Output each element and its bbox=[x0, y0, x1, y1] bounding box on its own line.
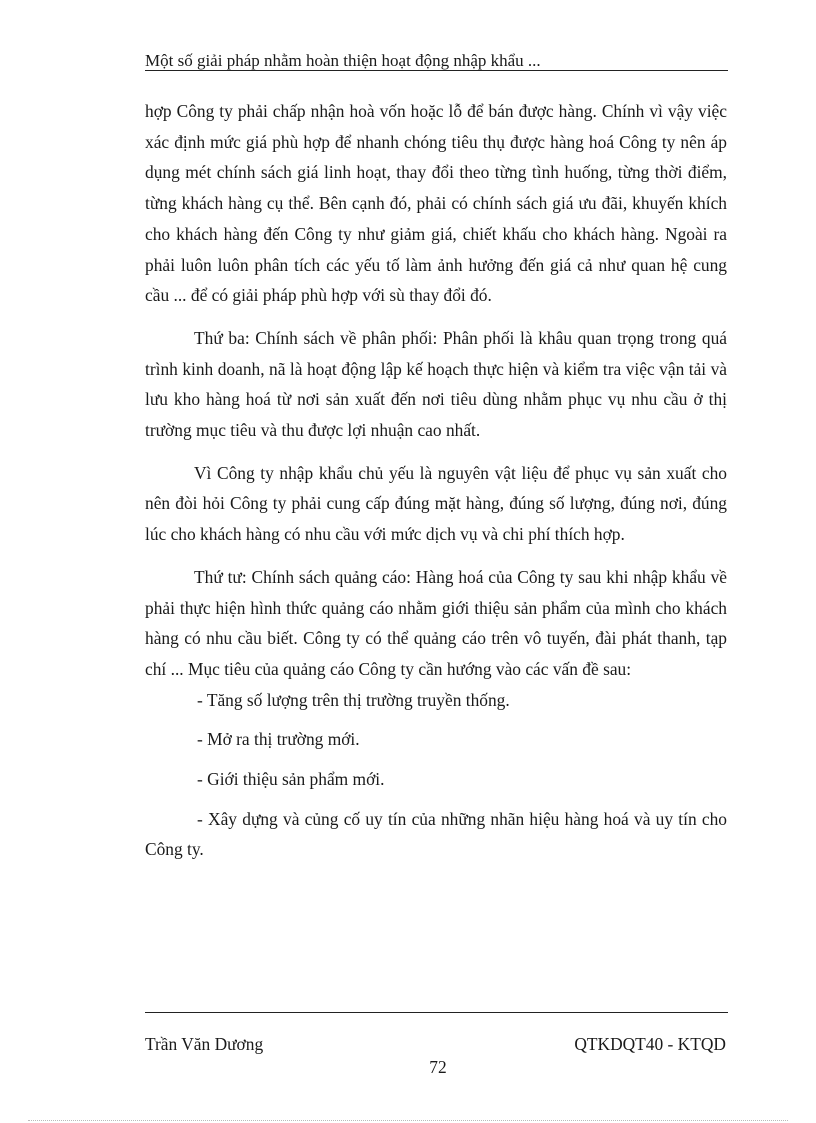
paragraph-distribution-policy: Thứ ba: Chính sách về phân phối: Phân phối là khâu quan trọng trong quá trình kinh doanh, nã là hoạt động lập kế hoạch thực hiện và kiểm tra việc vận tải và lưu kho hàng hoá từ nơi sản xuất đến nơi tiêu dùng nhằm phục vụ nhu cầu ở thị trường mục tiêu và thu được lợi nhuận cao nhất. bbox=[145, 327, 727, 441]
header-divider bbox=[145, 70, 728, 71]
list-item: - Mở ra thị trường mới. bbox=[197, 729, 360, 750]
page-edge-divider bbox=[28, 1120, 788, 1121]
list-item: - Tăng số lượng trên thị trường truyền thống. bbox=[197, 689, 510, 710]
footer-divider bbox=[145, 1012, 728, 1013]
footer-author: Trần Văn Dương bbox=[145, 1034, 264, 1054]
list-item: - Giới thiệu sản phẩm mới. bbox=[197, 769, 385, 790]
page-body bbox=[145, 96, 727, 865]
running-header: Một số giải pháp nhằm hoàn thiện hoạt động nhập khẩu ... bbox=[145, 51, 541, 70]
page-number: 72 bbox=[429, 1057, 447, 1077]
paragraph-price-policy: hợp Công ty phải chấp nhận hoà vốn hoặc lỗ để bán được hàng. Chính vì vậy việc xác định mức giá phù hợp để nhanh chóng tiêu thụ được hàng hoá Công ty nên áp dụng mét chính sách giá linh hoạt, thay đổi theo từng tình huống, từng thời điểm, từng khách hàng cụ thể. Bên cạnh đó, phải có chính sách giá ưu đãi, khuyến khích cho khách hàng đến Công ty như giảm giá, chiết khấu cho khách hàng. Ngoài ra phải luôn luôn phân tích các yếu tố làm ảnh hưởng đến giá cả như quan hệ cung cầu ... để có giải pháp phù hợp với sù thay đổi đó. bbox=[145, 101, 727, 306]
footer-code: QTKDQT40 - KTQD bbox=[574, 1034, 726, 1054]
paragraph-import-materials: Vì Công ty nhập khẩu chủ yếu là nguyên vật liệu để phục vụ sản xuất cho nên đòi hỏi Công ty phải cung cấp đúng mặt hàng, đúng số lượng, đúng nơi, đúng lúc cho khách hàng có nhu cầu với mức dịch vụ và chi phí thích hợp. bbox=[145, 462, 727, 545]
list-item: - Xây dựng và củng cố uy tín của những nhãn hiệu hàng hoá và uy tín cho Công ty. bbox=[145, 808, 727, 860]
paragraph-advertising-policy: Thứ tư: Chính sách quảng cáo: Hàng hoá của Công ty sau khi nhập khẩu về phải thực hiện hình thức quảng cáo nhằm giới thiệu sản phẩm của mình cho khách hàng có nhu cầu biết. Công ty có thể quảng cáo trên vô tuyến, đài phát thanh, tạp chí ... Mục tiêu của quảng cáo Công ty cần hướng vào các vấn đề sau: bbox=[145, 566, 727, 679]
